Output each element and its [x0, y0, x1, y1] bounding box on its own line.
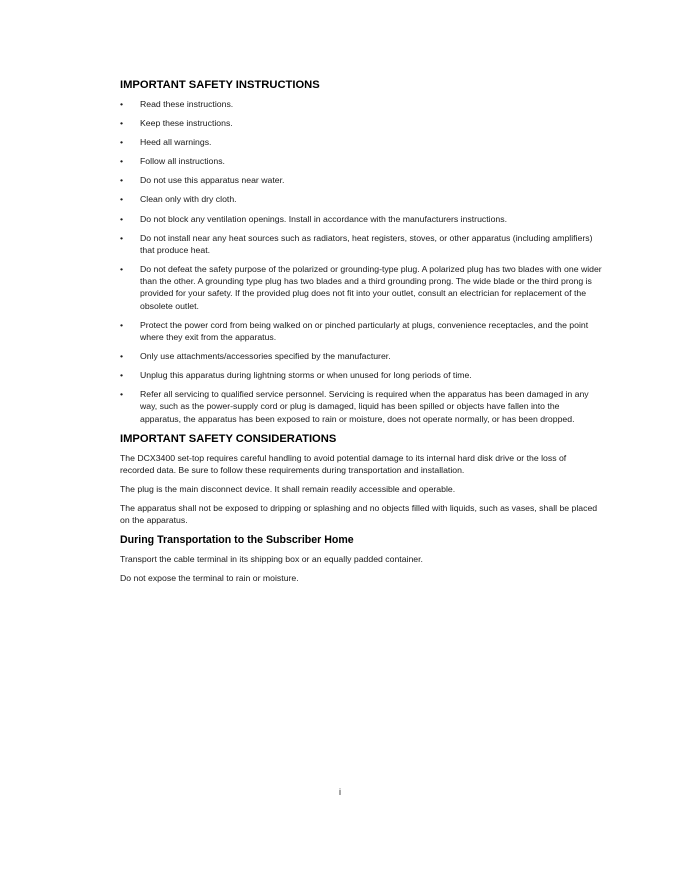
paragraph: The plug is the main disconnect device. It shall remain readily accessible and operable. [120, 483, 456, 494]
list-item-text: Do not use this apparatus near water. [140, 175, 285, 186]
list-item [120, 213, 602, 225]
list-item-text: Follow all instructions. [140, 156, 225, 167]
bullet-icon: • [120, 118, 124, 129]
list-item [120, 193, 602, 205]
list-item-text: Protect the power cord from being walked on or pinched particularly at plugs, convenience receptacles, and the point where they exit from the apparatus. [140, 319, 589, 342]
bullet-icon: • [120, 232, 124, 243]
list-item [120, 174, 602, 186]
safety-instructions-heading: IMPORTANT SAFETY INSTRUCTIONS [120, 79, 320, 91]
paragraph: The DCX3400 set-top requires careful handling to avoid potential damage to its internal hard disk drive or the loss of recorded data. Be sure to follow these requirements during transportation and installation. [120, 452, 567, 475]
list-item [120, 155, 602, 167]
bullet-icon: • [120, 175, 124, 186]
list-item-text: Only use attachments/accessories specified by the manufacturer. [140, 350, 391, 361]
list-item-text: Keep these instructions. [140, 118, 233, 129]
safety-instructions-list [120, 98, 602, 425]
bullet-icon: • [120, 137, 124, 148]
bullet-icon: • [120, 370, 124, 381]
bullet-icon: • [120, 194, 124, 205]
bullet-icon: • [120, 213, 124, 224]
page-number: i [339, 787, 341, 797]
bullet-icon: • [120, 319, 124, 330]
safety-considerations-heading: IMPORTANT SAFETY CONSIDERATIONS [120, 432, 337, 445]
paragraph: The apparatus shall not be exposed to dripping or splashing and no objects filled with liquids, such as vases, shall be placed on the apparatus. [120, 502, 598, 526]
bullet-icon: • [120, 99, 124, 109]
list-item-text: Refer all servicing to qualified service personnel. Servicing is required when the apparatus has been damaged in any way, such as the power-supply cord or plug is damaged, liquid has been spilled or objects have fallen into the apparatus, the apparatus has been exposed to rain or moisture, does not operate normally, or has been dropped. [140, 389, 589, 424]
document-page [120, 78, 602, 591]
list-item [120, 232, 602, 256]
transportation-heading: During Transportation to the Subscriber Home [120, 534, 354, 547]
list-item [120, 388, 602, 425]
list-item [120, 117, 602, 129]
list-item [120, 136, 602, 148]
list-item [120, 98, 602, 110]
list-item-text: Heed all warnings. [140, 137, 212, 148]
list-item [120, 350, 602, 362]
list-item-text: Do not block any ventilation openings. Install in accordance with the manufacturers instructions. [140, 213, 508, 224]
list-item [120, 369, 602, 381]
list-item-text: Do not defeat the safety purpose of the polarized or grounding-type plug. A polarized plug has two blades with one wider than the other. A grounding type plug has two blades and a third grounding prong. The wide blade or the third prong is provided for your safety. If the provided plug does not fit into your outlet, consult an electrician for replacement of the obsolete outlet. [140, 263, 602, 311]
bullet-icon: • [120, 156, 124, 167]
paragraph: Transport the cable terminal in its shipping box or an equally padded container. [120, 554, 423, 565]
list-item [120, 319, 602, 343]
list-item-text: Unplug this apparatus during lightning storms or when unused for long periods of time. [140, 370, 472, 381]
list-item [120, 263, 602, 312]
list-item-text: Do not install near any heat sources such as radiators, heat registers, stoves, or other apparatus (including amplifiers) that produce heat. [140, 232, 593, 255]
bullet-icon: • [120, 263, 124, 274]
list-item-text: Clean only with dry cloth. [140, 194, 237, 205]
list-item-text: Read these instructions. [140, 99, 234, 109]
bullet-icon: • [120, 389, 124, 400]
bullet-icon: • [120, 350, 124, 361]
paragraph: Do not expose the terminal to rain or moisture. [120, 573, 299, 584]
